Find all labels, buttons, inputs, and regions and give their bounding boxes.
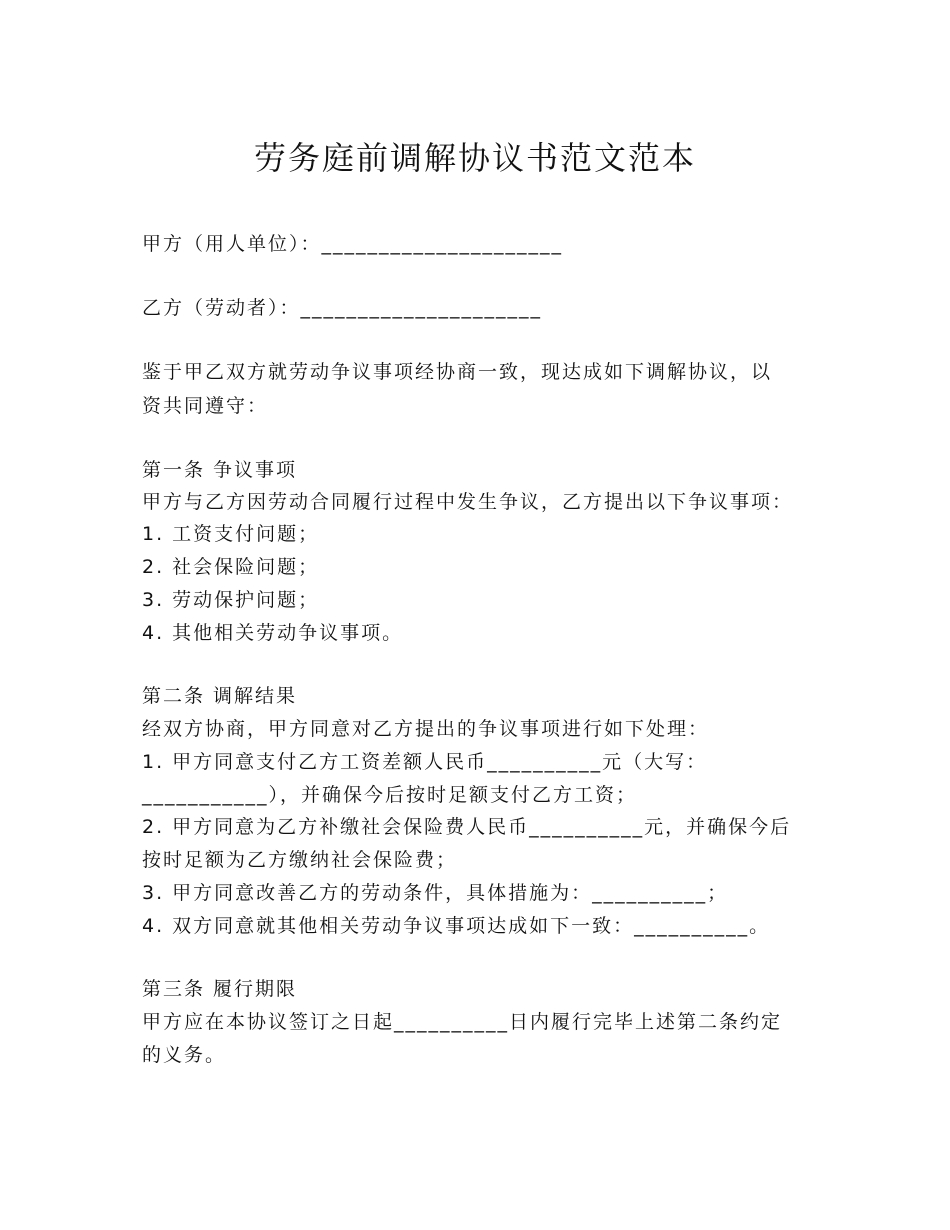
preamble-line-2: 资共同遵守：: [142, 395, 269, 417]
article-1-item-1: 1. 工资支付问题；: [142, 523, 320, 545]
article-1-item-2: 2. 社会保险问题；: [142, 556, 320, 578]
preamble-line-1: 鉴于甲乙双方就劳动争议事项经协商一致，现达成如下调解协议，以: [142, 361, 773, 383]
article-3-heading: 第三条 履行期限: [142, 978, 298, 1000]
article-3-line-2: 的义务。: [142, 1044, 227, 1066]
article-2-item-2-line-1: 2. 甲方同意为乙方补缴社会保险费人民币__________元，并确保今后: [142, 816, 792, 838]
article-1-item-4: 4. 其他相关劳动争议事项。: [142, 622, 404, 644]
article-1-intro: 甲方与乙方因劳动合同履行过程中发生争议，乙方提出以下争议事项：: [142, 491, 794, 513]
article-2-item-1-line-2: ___________），并确保今后按时足额支付乙方工资；: [142, 784, 638, 806]
article-1-item-3: 3. 劳动保护问题；: [142, 589, 320, 611]
article-2-item-3: 3. 甲方同意改善乙方的劳动条件，具体措施为：__________；: [142, 882, 729, 904]
document-title: 劳务庭前调解协议书范文范本: [253, 139, 696, 177]
article-2-intro: 经双方协商，甲方同意对乙方提出的争议事项进行如下处理：: [142, 718, 710, 740]
party-a-line: 甲方（用人单位）：_____________________: [142, 233, 564, 255]
article-2-item-1-line-1: 1. 甲方同意支付乙方工资差额人民币__________元（大写：: [142, 751, 708, 773]
article-1-heading: 第一条 争议事项: [142, 459, 298, 481]
article-2-heading: 第二条 调解结果: [142, 685, 298, 707]
party-b-line: 乙方（劳动者）：_____________________: [142, 297, 543, 319]
article-2-item-4: 4. 双方同意就其他相关劳动争议事项达成如下一致：__________。: [142, 915, 771, 937]
article-3-line-1: 甲方应在本协议签订之日起__________日内履行完毕上述第二条约定: [142, 1011, 783, 1033]
article-2-item-2-line-2: 按时足额为乙方缴纳社会保险费；: [142, 849, 458, 871]
